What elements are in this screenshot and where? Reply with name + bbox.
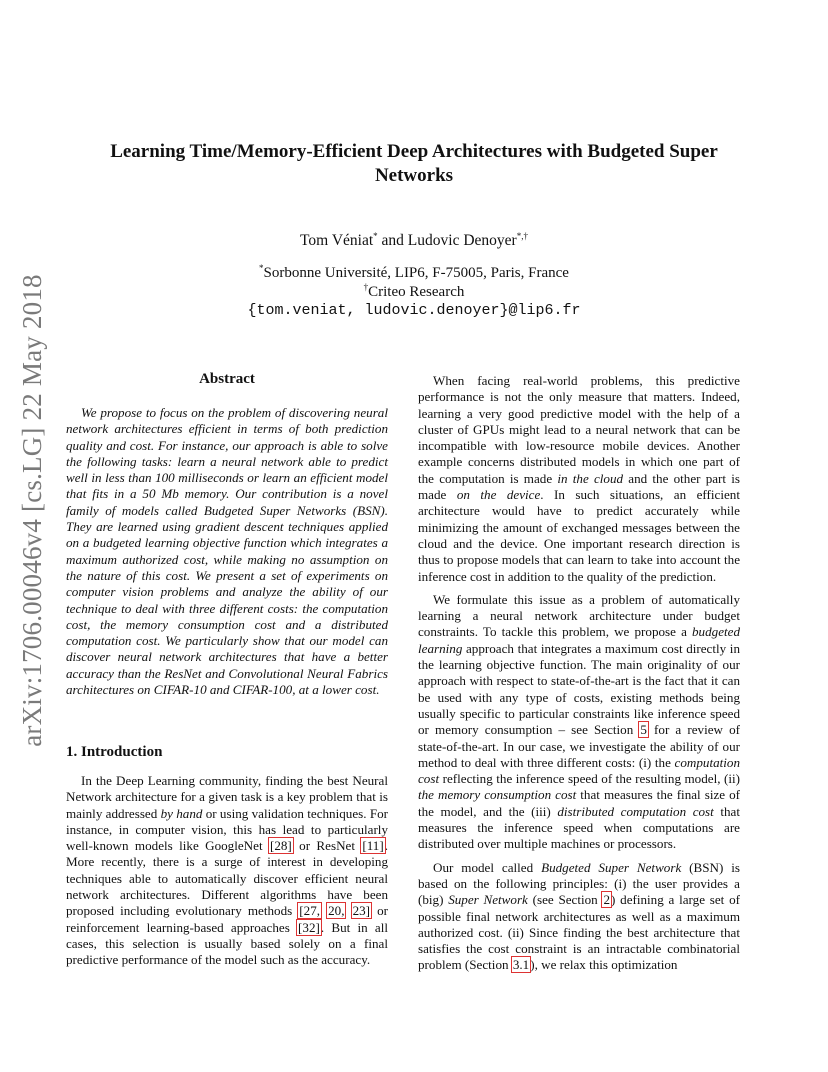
citation-link-20[interactable]: 20, <box>328 903 345 919</box>
emphasis: by hand <box>160 805 203 821</box>
affiliation-2-mark: † <box>363 282 369 292</box>
citation-link-32[interactable]: [32] <box>298 919 320 935</box>
author-line <box>90 232 738 250</box>
right-paragraph-2 <box>418 592 740 853</box>
emphasis: distributed computation cost <box>557 803 714 819</box>
text-run: and the other part is made <box>418 470 740 503</box>
arxiv-identifier: arXiv:1706.00046v4 [cs.LG] 22 May 2018 <box>16 273 47 747</box>
citation-link-23[interactable]: 23] <box>352 903 371 919</box>
author-emails: {tom.veniat, ludovic.denoyer}@lip6.fr <box>247 302 581 319</box>
affiliation-1 <box>90 265 738 282</box>
introduction-body <box>66 773 388 976</box>
citation-link-27[interactable]: [27, <box>299 903 321 919</box>
author-1: Tom Véniat <box>300 232 374 249</box>
affiliation-1-mark: * <box>259 263 264 273</box>
text-run: ) defining a large set of possible final network architectures as well as a maximum authorized cost. (ii) Since finding the best architecture that satisfies the cost constraint is an intractable combinatorial problem (Section <box>418 892 740 973</box>
abstract-heading: Abstract <box>199 371 255 387</box>
introduction-heading: 1. Introduction <box>66 744 163 760</box>
author-separator: and <box>377 232 408 249</box>
emphasis: in the cloud <box>557 470 624 486</box>
text-run: We formulate this issue as a problem of automatically learning a neural network architecture under budget constraints. To tackle this problem, we propose a <box>418 591 740 640</box>
emphasis: budgeted learning <box>418 624 740 656</box>
section-link-3-1[interactable]: 3.1 <box>512 957 530 973</box>
text-run: . But in all cases, this selection is usually based solely on a final predictive performance of the model such as the accuracy. <box>66 919 388 968</box>
arxiv-sidebar <box>6 273 58 747</box>
author-2-mark: *,† <box>516 230 528 241</box>
emphasis: Budgeted Super Network <box>541 859 682 875</box>
text-run: When facing real-world problems, this predictive performance is not the only measure that matters. Indeed, learning a very good predictive model with the help of a cluster of GPUs might lead to a neural network that can be incompatible with low-resource mobile devices. Another example concerns distributed models in which one part of the computation is made <box>418 373 740 486</box>
text-run: (see Section <box>527 892 603 908</box>
right-paragraph-1 <box>418 373 740 585</box>
text-run: that measures the inference speed when computations are distributed over multiple machines or processors. <box>418 803 740 852</box>
text-run: or using validation techniques. For instance, in computer vision, this has lead to particularly well-known models like GoogleNet <box>66 805 389 854</box>
affiliation-2-text: Criteo Research <box>368 284 465 300</box>
emphasis: computation cost <box>418 754 740 787</box>
emphasis: the memory consumption cost <box>418 787 577 803</box>
text-run: reflecting the inference speed of the resulting model, (ii) <box>439 771 740 787</box>
text-run: . More recently, there is a surge of interest in developing techniques able to automatically discover efficient neural network architectures. Different algorithms have been proposed including evolutionary methods <box>66 838 388 919</box>
text-run: ), we relax this optimization <box>530 957 678 973</box>
emphasis: Super Network <box>448 892 528 908</box>
right-paragraph-3 <box>418 860 740 974</box>
right-column <box>418 373 740 981</box>
text-run: or ResNet <box>292 838 362 854</box>
text-run: . In such situations, an efficient architecture would have to predict accurately while minimizing the amount of exchanged messages between the cloud and the device. One important research direction is thus to propose models that can learn to take into account the inference cost in addition to the quality of the prediction. <box>418 487 740 584</box>
text-run: for a review of state-of-the-art. In our case, we investigate the ability of our method to deal with three different costs: (i) the <box>418 722 740 770</box>
affiliation-2 <box>90 284 738 301</box>
paper-title: Learning Time/Memory-Efficient Deep Architectures with Budgeted Super Networks <box>110 141 718 186</box>
text-run: that measures the final size of the model, and the (iii) <box>418 787 741 819</box>
section-link-5[interactable]: 5 <box>640 722 647 738</box>
text-run: In the Deep Learning community, finding the best Neural Network architecture for a given task is a key problem that is mainly addressed <box>66 773 388 821</box>
author-2: Ludovic Denoyer <box>407 232 517 249</box>
introduction-paragraph-1 <box>66 773 388 969</box>
citation-link-11[interactable]: [11] <box>362 838 384 854</box>
text-run: or reinforcement learning-based approaches <box>66 903 389 935</box>
section-link-2[interactable]: 2 <box>603 892 611 908</box>
text-run: (BSN) is based on the following principles: (i) the user provides a (big) <box>418 859 741 908</box>
emphasis: on the device <box>456 487 541 503</box>
author-1-mark: * <box>373 230 378 241</box>
text-run: approach that integrates a maximum cost directly in the learning objective function. The main originality of our approach with respect to state-of-the-art is the fact that it can be used with any type of costs, existing methods being usually specific to particular constraints like inference speed or memory consumption – see Section <box>418 640 740 738</box>
abstract-body <box>66 405 388 705</box>
affiliation-1-text: Sorbonne Université, LIP6, F-75005, Paris, France <box>263 265 569 281</box>
abstract-text: We propose to focus on the problem of discovering neural network architectures efficient in terms of both prediction quality and cost. For instance, our approach is able to solve the following tasks: learn a neural network able to predict well in less than 100 milliseconds or learn an efficient model that fits in a 50 Mb memory. Our contribution is a novel family of models called Budgeted Super Networks (BSN). They are learned using gradient descent techniques applied on a budgeted learning objective function which integrates a maximum authorized cost, while making no assumption on the nature of this cost. We present a set of experiments on computer vision problems and analyze the ability of our technique to deal with three different costs: the computation cost, the memory consumption cost and a distributed computation cost. We particularly show that our model can discover neural network architectures that have a better accuracy than the ResNet and Convolutional Neural Fabrics architectures on CIFAR-10 and CIFAR-100, at a lower cost. <box>66 405 388 698</box>
citation-link-28[interactable]: [28] <box>269 838 292 854</box>
text-run: Our model called <box>433 859 542 875</box>
